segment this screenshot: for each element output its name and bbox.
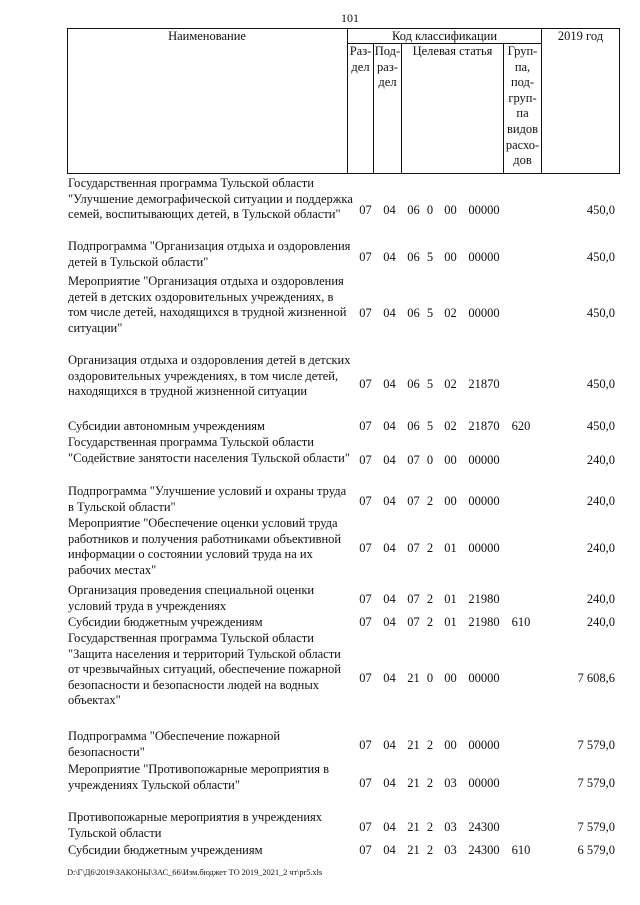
row-razdel: 07 [359,615,372,629]
row-name: Государственная программа Тульской области "Содействие занятости населения Тульской области" [68,435,350,465]
row-target-2: 5 [426,306,434,320]
row-razdel: 07 [359,541,372,555]
row-target-1: 07 [407,592,420,606]
row-razdel: 07 [359,453,372,467]
row-podrazdel: 04 [383,306,396,320]
row-target-1: 06 [407,250,420,264]
row-target-4: 21870 [468,419,500,433]
row-target-1: 21 [407,843,420,857]
row-razdel: 07 [359,843,372,857]
header-code: Код классификации [391,29,498,43]
row-group: 610 [511,843,531,857]
row-amount: 450,0 [586,419,615,433]
row-target-3: 00 [444,494,457,508]
row-target-4: 00000 [468,203,500,217]
row-target-2: 0 [426,453,434,467]
row-podrazdel: 04 [383,453,396,467]
row-target-3: 00 [444,671,457,685]
row-target-2: 2 [426,615,434,629]
row-target-1: 06 [407,419,420,433]
row-target-2: 2 [426,738,434,752]
row-amount: 7 579,0 [577,738,615,752]
row-razdel: 07 [359,738,372,752]
row-podrazdel: 04 [383,494,396,508]
row-target-3: 01 [444,615,457,629]
row-target-4: 00000 [468,776,500,790]
row-name: Противопожарные мероприятия в учреждениях Тульской области [68,810,323,840]
row-target-1: 07 [407,615,420,629]
row-podrazdel: 04 [383,203,396,217]
row-target-2: 5 [426,419,434,433]
header-target: Целевая статья [412,44,493,58]
row-razdel: 07 [359,776,372,790]
row-target-1: 21 [407,776,420,790]
page-number: 101 [341,11,359,25]
row-target-1: 06 [407,377,420,391]
row-razdel: 07 [359,820,372,834]
row-razdel: 07 [359,671,372,685]
header-group: Груп- па, под- груп- па видов расхо- дов [505,44,540,168]
row-name: Организация проведения специальной оценки условий труда в учреждениях [68,583,315,613]
file-path-footer: D:\Г\Д6\2019\ЗАКОНЫ\ЗАС_66\Изм.бюджет ТО 2019_2021_2 чт\pr5.xls [67,867,323,877]
row-target-4: 00000 [468,494,500,508]
row-target-2: 2 [426,541,434,555]
row-target-2: 0 [426,203,434,217]
row-name: Мероприятие "Противопожарные мероприятия в учреждениях Тульской области" [68,762,329,792]
row-target-4: 24300 [468,820,500,834]
header-name: Наименование [168,29,246,43]
row-amount: 240,0 [586,453,615,467]
row-target-2: 2 [426,592,434,606]
row-target-4: 21980 [468,592,500,606]
row-podrazdel: 04 [383,250,396,264]
row-target-1: 07 [407,541,420,555]
row-target-3: 02 [444,419,457,433]
row-amount: 450,0 [586,306,615,320]
row-podrazdel: 04 [383,776,396,790]
row-amount: 240,0 [586,615,615,629]
row-amount: 450,0 [586,203,615,217]
row-razdel: 07 [359,306,372,320]
row-target-3: 01 [444,592,457,606]
row-target-4: 00000 [468,306,500,320]
row-name: Государственная программа Тульской области "Улучшение демографической ситуации и поддержка семей, воспитывающих детей, в Тульской области" [68,176,353,222]
row-name: Государственная программа Тульской области "Защита населения и территорий Тульской области от чрезвычайных ситуаций, обеспечение пожарной безопасности и безопасности людей на водных объектах" [68,631,341,708]
row-target-1: 06 [407,203,420,217]
row-amount: 6 579,0 [577,843,615,857]
row-target-1: 21 [407,820,420,834]
row-name: Субсидии автономным учреждениям [68,419,265,433]
row-target-4: 21980 [468,615,500,629]
row-amount: 7 579,0 [577,776,615,790]
row-name: Подпрограмма "Обеспечение пожарной безопасности" [68,729,281,759]
row-target-3: 01 [444,541,457,555]
row-target-4: 00000 [468,453,500,467]
row-target-2: 5 [426,377,434,391]
row-target-3: 02 [444,306,457,320]
row-target-4: 00000 [468,671,500,685]
row-target-3: 00 [444,250,457,264]
row-razdel: 07 [359,592,372,606]
row-target-1: 07 [407,453,420,467]
row-amount: 450,0 [586,250,615,264]
row-target-4: 00000 [468,738,500,752]
row-name: Подпрограмма "Улучшение условий и охраны труда в Тульской области" [68,484,347,514]
row-target-2: 5 [426,250,434,264]
row-podrazdel: 04 [383,615,396,629]
row-amount: 240,0 [586,494,615,508]
row-target-4: 00000 [468,541,500,555]
row-podrazdel: 04 [383,738,396,752]
row-amount: 7 608,6 [577,671,615,685]
header-year: 2019 год [557,29,604,43]
row-razdel: 07 [359,250,372,264]
row-target-3: 03 [444,776,457,790]
row-amount: 7 579,0 [577,820,615,834]
row-podrazdel: 04 [383,820,396,834]
row-target-2: 2 [426,820,434,834]
header-razdel: Раз- дел [349,44,372,74]
row-podrazdel: 04 [383,541,396,555]
row-group: 610 [511,615,531,629]
row-podrazdel: 04 [383,592,396,606]
row-target-2: 2 [426,494,434,508]
row-target-2: 0 [426,671,434,685]
row-amount: 240,0 [586,541,615,555]
row-target-1: 06 [407,306,420,320]
row-razdel: 07 [359,494,372,508]
row-target-3: 02 [444,377,457,391]
row-razdel: 07 [359,419,372,433]
row-target-3: 00 [444,453,457,467]
row-target-4: 24300 [468,843,500,857]
row-podrazdel: 04 [383,419,396,433]
row-target-3: 00 [444,203,457,217]
row-name: Субсидии бюджетным учреждениям [68,843,263,857]
row-target-4: 21870 [468,377,500,391]
row-amount: 240,0 [586,592,615,606]
table-header [67,28,620,174]
row-podrazdel: 04 [383,843,396,857]
row-target-1: 21 [407,738,420,752]
row-target-3: 03 [444,843,457,857]
row-podrazdel: 04 [383,377,396,391]
row-target-2: 2 [426,843,434,857]
row-target-1: 07 [407,494,420,508]
header-podrazdel: Под- раз- дел [374,44,401,90]
row-name: Мероприятие "Организация отдыха и оздоровления детей в детских оздоровительных учреждениях, в том числе детей, находящихся в трудной жизненной ситуации" [68,274,347,335]
row-name: Субсидии бюджетным учреждениям [68,615,263,629]
row-razdel: 07 [359,377,372,391]
row-target-2: 2 [426,776,434,790]
row-name: Мероприятие "Обеспечение оценки условий труда работников и получения работниками объективной информации о состоянии условий труда на их рабочих местах" [68,516,342,577]
row-podrazdel: 04 [383,671,396,685]
row-name: Подпрограмма "Организация отдыха и оздоровления детей в Тульской области" [68,239,351,269]
row-amount: 450,0 [586,377,615,391]
row-group: 620 [511,419,531,433]
row-target-3: 00 [444,738,457,752]
row-target-1: 21 [407,671,420,685]
row-name: Организация отдыха и оздоровления детей в детских оздоровительных учреждениях, в том числе детей, находящихся в трудной жизненной ситуации [68,353,351,399]
row-razdel: 07 [359,203,372,217]
row-target-4: 00000 [468,250,500,264]
row-target-3: 03 [444,820,457,834]
